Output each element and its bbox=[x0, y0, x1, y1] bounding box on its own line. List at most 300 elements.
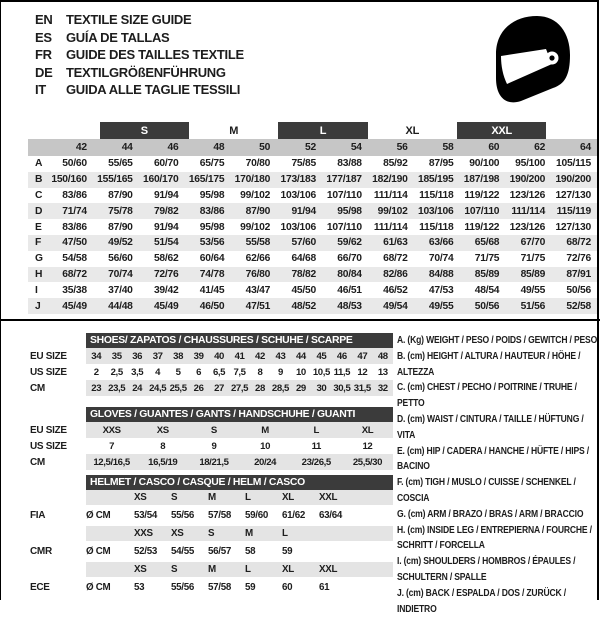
measure-cell: 170/180 bbox=[234, 174, 271, 186]
textile-row-F bbox=[28, 235, 598, 251]
measure-cell: 49/52 bbox=[108, 237, 133, 249]
measure-cell: 50/56 bbox=[566, 284, 591, 296]
value-cell: 57/58 bbox=[208, 510, 232, 521]
measurement-legend bbox=[397, 333, 598, 617]
textile-row-G bbox=[28, 251, 598, 267]
value-cell: 60 bbox=[282, 582, 293, 593]
measure-cell: 119/122 bbox=[464, 221, 500, 233]
value-cell: 37 bbox=[152, 350, 163, 362]
value-cell: 54/55 bbox=[171, 546, 195, 557]
size-cell: S bbox=[171, 492, 178, 503]
measure-cell: 127/130 bbox=[555, 221, 591, 233]
measure-cell: 72/76 bbox=[153, 268, 179, 280]
size-cell: L bbox=[245, 564, 251, 575]
size-cell: S bbox=[171, 564, 178, 575]
size-cell: L bbox=[245, 492, 251, 503]
row-letter: J bbox=[35, 300, 41, 312]
value-cell: 38 bbox=[173, 350, 184, 362]
measure-cell: 50/60 bbox=[62, 158, 87, 170]
value-cell: 28,5 bbox=[271, 382, 289, 394]
helmet-sizes-row bbox=[30, 526, 393, 541]
value-cell: 6,5 bbox=[212, 366, 226, 378]
size-number-cell: 64 bbox=[579, 142, 591, 153]
measure-cell: 111/114 bbox=[511, 205, 546, 217]
measure-cell: 160/170 bbox=[143, 174, 179, 186]
size-number-cell: 56 bbox=[396, 142, 408, 153]
measure-cell: 90/100 bbox=[469, 158, 500, 170]
value-cell: 36 bbox=[132, 350, 143, 362]
value-cell: 20/24 bbox=[254, 456, 277, 468]
gloves-row bbox=[30, 454, 393, 470]
textile-size-table bbox=[28, 122, 598, 314]
measure-cell: 95/98 bbox=[199, 189, 225, 201]
textile-row-J bbox=[28, 298, 598, 314]
textile-row-I bbox=[28, 282, 598, 298]
measure-cell: 46/52 bbox=[383, 284, 408, 296]
size-cells bbox=[86, 490, 393, 505]
value-cells bbox=[86, 380, 393, 396]
value-cell: 23,5 bbox=[108, 382, 126, 394]
value-cell: 12,5/16,5 bbox=[93, 456, 130, 468]
measure-cell: 85/89 bbox=[474, 268, 500, 280]
value-cell: 5 bbox=[175, 366, 181, 378]
value-cell: XXS bbox=[102, 424, 121, 436]
measure-cell: 70/80 bbox=[245, 158, 271, 170]
measure-cell: 127/130 bbox=[555, 189, 591, 201]
measure-cell: 70/74 bbox=[428, 253, 454, 265]
language-row bbox=[35, 64, 244, 82]
row-letter: C bbox=[35, 189, 43, 201]
measure-cell: 49/54 bbox=[383, 300, 408, 312]
measure-cell: 57/60 bbox=[291, 237, 316, 249]
size-cells bbox=[86, 562, 393, 577]
value-cell: XL bbox=[361, 424, 374, 436]
measure-cell: 75/78 bbox=[108, 205, 133, 217]
value-cell: 41 bbox=[234, 350, 245, 362]
size-number-cell: 62 bbox=[534, 142, 546, 153]
section-divider bbox=[0, 319, 600, 321]
value-cell: 12 bbox=[357, 366, 368, 378]
unit-cell: Ø CM bbox=[86, 582, 111, 593]
helmet-sizes-row bbox=[30, 562, 393, 577]
measure-cell: 103/106 bbox=[280, 221, 316, 233]
measure-cell: 95/100 bbox=[515, 158, 546, 170]
value-cell: 10,5 bbox=[312, 366, 330, 378]
measure-cell: 60/70 bbox=[153, 158, 179, 170]
measure-cell: 54/58 bbox=[62, 253, 87, 265]
row-label: CM bbox=[30, 382, 45, 394]
helmet-title: HELMET / CASCO / CASQUE / HELM / CASCO bbox=[86, 475, 393, 490]
value-cells bbox=[86, 505, 393, 526]
textile-row-B bbox=[28, 172, 598, 188]
measure-cell: 182/190 bbox=[372, 174, 408, 186]
value-cell: 18/21,5 bbox=[199, 456, 229, 468]
measure-cell: 63/66 bbox=[428, 237, 454, 249]
row-letter: B bbox=[35, 174, 43, 186]
standard-label: FIA bbox=[30, 510, 46, 521]
measure-cell: 177/187 bbox=[326, 174, 362, 186]
measure-cell: 105/115 bbox=[556, 158, 591, 170]
measure-cell: 103/106 bbox=[417, 205, 454, 217]
value-cell: 6 bbox=[196, 366, 202, 378]
textile-row-H bbox=[28, 267, 598, 283]
measure-cell: 71/75 bbox=[474, 253, 500, 265]
helmet-value-row bbox=[30, 541, 393, 562]
measure-cell: 45/50 bbox=[291, 284, 316, 296]
value-cell: 48 bbox=[377, 350, 388, 362]
language-row bbox=[35, 29, 244, 47]
measure-cell: 53/56 bbox=[199, 237, 225, 249]
measure-cell: 65/68 bbox=[474, 237, 500, 249]
row-label: CM bbox=[30, 456, 45, 468]
value-cell: 59/60 bbox=[245, 510, 269, 521]
row-label: EU SIZE bbox=[30, 424, 67, 436]
measure-cell: 85/89 bbox=[520, 268, 546, 280]
measure-cell: 87/95 bbox=[428, 158, 454, 170]
measure-cell: 55/65 bbox=[108, 158, 133, 170]
measure-cell: 35/38 bbox=[62, 284, 87, 296]
measure-cell: 82/86 bbox=[383, 268, 408, 280]
value-cells bbox=[86, 422, 393, 438]
shoes-rows bbox=[30, 348, 393, 396]
measure-cell: 91/94 bbox=[291, 205, 316, 217]
helmet-rows bbox=[30, 490, 393, 598]
row-letter: I bbox=[35, 284, 38, 296]
shoes-row bbox=[30, 364, 393, 380]
unit-cell: Ø CM bbox=[86, 510, 111, 521]
measure-cell: 107/110 bbox=[464, 205, 500, 217]
measure-cell: 61/63 bbox=[383, 237, 408, 249]
standard-label: CMR bbox=[30, 546, 52, 557]
measure-cell: 115/118 bbox=[419, 189, 454, 201]
value-cells bbox=[86, 348, 393, 364]
row-letter: A bbox=[35, 158, 43, 170]
row-letter: D bbox=[35, 205, 43, 217]
language-code: EN bbox=[35, 12, 53, 27]
measure-cell: 173/183 bbox=[280, 174, 316, 186]
measure-cell: 99/102 bbox=[240, 221, 271, 233]
size-group-label: XL bbox=[405, 124, 420, 137]
value-cell: 25,5/30 bbox=[352, 456, 383, 468]
measure-cell: 72/76 bbox=[566, 253, 591, 265]
size-number-cell: 54 bbox=[350, 142, 362, 153]
row-label: EU SIZE bbox=[30, 350, 67, 362]
measure-cell: 99/102 bbox=[377, 205, 408, 217]
measure-cell: 49/55 bbox=[428, 300, 454, 312]
measure-cell: 87/90 bbox=[108, 221, 133, 233]
measure-cell: 71/74 bbox=[62, 205, 87, 217]
measure-cell: 155/165 bbox=[97, 174, 133, 186]
measure-cell: 66/70 bbox=[337, 253, 362, 265]
row-letter: H bbox=[35, 268, 43, 280]
size-group-label: L bbox=[278, 122, 367, 139]
value-cell: 52/53 bbox=[134, 546, 158, 557]
size-cell: XS bbox=[134, 564, 147, 575]
measure-cell: 87/90 bbox=[108, 189, 133, 201]
measure-cell: 107/110 bbox=[326, 221, 362, 233]
measure-cell: 187/198 bbox=[463, 174, 500, 186]
value-cell: 30,5 bbox=[333, 382, 351, 394]
measure-cell: 37/40 bbox=[108, 284, 133, 296]
measure-cell: 68/72 bbox=[383, 253, 408, 265]
legend-item: D. (cm) WAIST / CINTURA / TAILLE / HÜFTUNG / VITA bbox=[397, 413, 584, 441]
gloves-row bbox=[30, 422, 393, 438]
language-row bbox=[35, 46, 244, 64]
measure-cell: 190/200 bbox=[509, 174, 546, 186]
row-letter: E bbox=[35, 221, 42, 233]
shoes-row bbox=[30, 348, 393, 364]
measure-cell: 48/52 bbox=[291, 300, 316, 312]
helmet-header-row bbox=[30, 474, 393, 490]
value-cells bbox=[86, 577, 393, 598]
size-cell: L bbox=[282, 528, 288, 539]
value-cell: 42 bbox=[255, 350, 265, 362]
measure-cell: 111/114 bbox=[373, 189, 408, 201]
measure-cell: 80/84 bbox=[337, 268, 362, 280]
value-cell: 27,5 bbox=[230, 382, 249, 394]
measure-cell: 83/86 bbox=[62, 221, 87, 233]
measure-cell: 47/50 bbox=[62, 237, 87, 249]
measure-cell: 67/70 bbox=[520, 237, 546, 249]
measure-cell: 87/91 bbox=[566, 268, 591, 280]
value-cell: 23/26,5 bbox=[301, 456, 331, 468]
value-cell: 26 bbox=[193, 382, 204, 394]
measure-cell: 62/66 bbox=[245, 253, 271, 265]
measure-cell: 52/58 bbox=[566, 300, 591, 312]
measure-cell: 99/102 bbox=[240, 189, 271, 201]
value-cells bbox=[86, 364, 393, 380]
size-cell: XXS bbox=[134, 528, 153, 539]
value-cell: 7,5 bbox=[233, 366, 246, 378]
legend-item: H. (cm) INSIDE LEG / ENTREPIERNA / FOURCHE / SCHRITT / FORCELLA bbox=[397, 524, 592, 552]
value-cell: 30 bbox=[316, 382, 327, 394]
measure-cell: 43/47 bbox=[245, 284, 271, 296]
textile-row-A bbox=[28, 156, 598, 172]
value-cells bbox=[86, 438, 393, 454]
language-title: TEXTILGRÖßENFÜHRUNG bbox=[66, 64, 226, 80]
value-cell: 58 bbox=[245, 546, 256, 557]
value-cells bbox=[86, 541, 393, 562]
value-cell: 24 bbox=[132, 382, 143, 394]
textile-group-row bbox=[28, 122, 598, 139]
measure-cell: 58/62 bbox=[153, 253, 179, 265]
value-cell: 47 bbox=[357, 350, 368, 362]
measure-cell: 59/62 bbox=[337, 237, 362, 249]
value-cell: 4 bbox=[155, 366, 161, 378]
language-row bbox=[35, 11, 244, 29]
value-cell: 12 bbox=[362, 440, 373, 452]
value-cell: 59 bbox=[282, 546, 293, 557]
size-cell: XXL bbox=[319, 492, 338, 503]
measure-cell: 107/110 bbox=[326, 189, 362, 201]
measure-cell: 190/200 bbox=[555, 174, 591, 186]
size-number-cell: 50 bbox=[259, 142, 271, 153]
size-cell: XS bbox=[171, 528, 184, 539]
measure-cell: 55/58 bbox=[245, 237, 271, 249]
language-title: TEXTILE SIZE GUIDE bbox=[66, 12, 192, 27]
value-cell: 46 bbox=[336, 350, 347, 362]
measure-cell: 123/126 bbox=[509, 189, 546, 201]
value-cell: 23 bbox=[91, 382, 102, 394]
value-cell: 2,5 bbox=[110, 366, 123, 378]
measure-cell: 83/88 bbox=[337, 158, 362, 170]
legend-item: B. (cm) HEIGHT / ALTURA / HAUTEUR / HÖHE / ALTEZZA bbox=[397, 350, 581, 378]
measure-cell: 75/85 bbox=[291, 158, 316, 170]
size-cell: M bbox=[208, 564, 216, 575]
size-number-cell: 60 bbox=[488, 142, 500, 153]
measure-cell: 85/92 bbox=[383, 158, 408, 170]
size-cells bbox=[86, 526, 393, 541]
value-cell: 55/56 bbox=[171, 582, 195, 593]
value-cell: 43 bbox=[275, 350, 286, 362]
language-list bbox=[35, 11, 244, 99]
value-cell: 63/64 bbox=[319, 510, 343, 521]
measure-cell: 51/56 bbox=[520, 300, 546, 312]
value-cell: 8 bbox=[257, 366, 263, 378]
measure-cell: 70/74 bbox=[108, 268, 133, 280]
measure-cell: 91/94 bbox=[153, 189, 179, 201]
measure-cell: 119/122 bbox=[464, 189, 500, 201]
measure-cell: 123/126 bbox=[509, 221, 546, 233]
shoes-row bbox=[30, 380, 393, 396]
size-number-cell: 52 bbox=[305, 142, 316, 153]
value-cell: 56/57 bbox=[208, 546, 232, 557]
language-title: GUIDE DES TAILLES TEXTILE bbox=[66, 47, 244, 62]
measure-cell: 165/175 bbox=[188, 174, 225, 186]
measure-cell: 111/114 bbox=[373, 221, 408, 233]
value-cell: 45 bbox=[316, 350, 327, 362]
size-group-label: XXL bbox=[457, 122, 546, 139]
measure-cell: 44/48 bbox=[108, 300, 133, 312]
value-cell: 10 bbox=[260, 440, 271, 452]
measure-cell: 41/45 bbox=[199, 284, 225, 296]
value-cell: L bbox=[313, 424, 319, 436]
measure-cell: 47/53 bbox=[428, 284, 454, 296]
value-cell: 55/56 bbox=[171, 510, 195, 521]
size-number-cell: 46 bbox=[167, 142, 179, 153]
value-cell: 25,5 bbox=[169, 382, 187, 394]
value-cell: S bbox=[210, 424, 217, 436]
value-cell: 61/62 bbox=[282, 510, 306, 521]
row-letter: F bbox=[35, 237, 42, 249]
measure-cell: 45/49 bbox=[153, 300, 179, 312]
measure-cell: 87/90 bbox=[245, 205, 271, 217]
size-cell: XL bbox=[282, 492, 294, 503]
value-cell: 57/58 bbox=[208, 582, 232, 593]
value-cell: 7 bbox=[109, 440, 115, 452]
value-cell: 8 bbox=[160, 440, 166, 452]
value-cell: 59 bbox=[245, 582, 256, 593]
helmet-sizes-row bbox=[30, 490, 393, 505]
measure-cell: 60/64 bbox=[199, 253, 225, 265]
size-cell: M bbox=[245, 528, 253, 539]
size-number-cell: 48 bbox=[213, 142, 225, 153]
unit-cell: Ø CM bbox=[86, 546, 111, 557]
measure-cell: 48/53 bbox=[337, 300, 362, 312]
row-label: US SIZE bbox=[30, 440, 67, 452]
language-code: IT bbox=[35, 82, 46, 97]
value-cell: M bbox=[261, 424, 269, 436]
value-cell: XS bbox=[156, 424, 169, 436]
value-cell: 11,5 bbox=[333, 366, 351, 378]
language-title: GUÍA DE TALLAS bbox=[66, 29, 170, 45]
measure-cell: 115/118 bbox=[419, 221, 454, 233]
measure-cell: 150/160 bbox=[51, 174, 87, 186]
textile-row-D bbox=[28, 203, 598, 219]
shoes-title: SHOES/ ZAPATOS / CHAUSSURES / SCHUHE / SCARPE bbox=[86, 333, 393, 348]
measure-cell: 48/54 bbox=[474, 284, 500, 296]
value-cell: 39 bbox=[193, 350, 204, 362]
row-label: US SIZE bbox=[30, 366, 67, 378]
helmet-value-row bbox=[30, 577, 393, 598]
measure-cell: 46/51 bbox=[337, 284, 362, 296]
measure-cell: 78/82 bbox=[291, 268, 316, 280]
legend-item: J. (cm) BACK / ESPALDA / DOS / ZURÜCK / INDIETRO bbox=[397, 587, 566, 615]
value-cell: 28 bbox=[255, 382, 265, 394]
legend-item: I. (cm) SHOULDERS / HOMBROS / ÉPAULES / SCHULTERN / SPALLE bbox=[397, 556, 576, 583]
measure-cell: 64/68 bbox=[291, 253, 316, 265]
measure-cell: 49/55 bbox=[520, 284, 546, 296]
measure-cell: 103/106 bbox=[280, 189, 316, 201]
textile-row-C bbox=[28, 188, 598, 204]
racing-helmet-icon bbox=[491, 12, 573, 112]
legend-item: G. (cm) ARM / BRAZO / BRAS / ARM / BRACCIO bbox=[397, 508, 584, 520]
language-title: GUIDA ALLE TAGLIE TESSILI bbox=[66, 82, 241, 97]
value-cell: 24,5 bbox=[149, 382, 167, 394]
measure-cell: 46/50 bbox=[199, 300, 225, 312]
value-cell: 3,5 bbox=[131, 366, 144, 378]
size-number-cell: 44 bbox=[121, 142, 133, 153]
measure-cell: 95/98 bbox=[337, 205, 362, 217]
measure-cell: 91/94 bbox=[153, 221, 179, 233]
value-cell: 32 bbox=[377, 382, 388, 394]
value-cell: 53/54 bbox=[134, 510, 158, 521]
measure-cell: 45/49 bbox=[62, 300, 87, 312]
row-letter: G bbox=[35, 253, 43, 265]
measure-cell: 51/54 bbox=[153, 237, 179, 249]
value-cells bbox=[86, 454, 393, 470]
gloves-row bbox=[30, 438, 393, 454]
measure-cell: 185/195 bbox=[417, 174, 454, 186]
measure-cell: 115/119 bbox=[556, 205, 591, 217]
measure-cell: 65/75 bbox=[199, 158, 225, 170]
size-group-label: M bbox=[229, 124, 239, 137]
measure-cell: 50/56 bbox=[474, 300, 500, 312]
language-code: ES bbox=[35, 29, 52, 45]
value-cell: 16,5/19 bbox=[148, 456, 178, 468]
value-cell: 11 bbox=[311, 440, 321, 452]
measure-cell: 56/60 bbox=[108, 253, 133, 265]
value-cell: 27 bbox=[214, 382, 224, 394]
value-cell: 31,5 bbox=[353, 382, 371, 394]
value-cell: 9 bbox=[277, 366, 283, 378]
measure-cell: 71/75 bbox=[520, 253, 546, 265]
value-cell: 61 bbox=[319, 582, 330, 593]
language-code: FR bbox=[35, 47, 52, 62]
gloves-rows bbox=[30, 422, 393, 470]
shoes-table bbox=[30, 332, 393, 396]
legend-item: C. (cm) CHEST / PECHO / POITRINE / TRUHE / PETTO bbox=[397, 382, 577, 410]
size-cell: M bbox=[208, 492, 216, 503]
language-row bbox=[35, 81, 244, 99]
gloves-title: GLOVES / GUANTES / GANTS / HANDSCHUHE / GUANTI bbox=[86, 407, 393, 422]
size-group-label: S bbox=[100, 122, 189, 139]
size-cell: XXL bbox=[319, 564, 338, 575]
value-cell: 44 bbox=[295, 350, 306, 362]
measure-cell: 74/78 bbox=[199, 268, 225, 280]
helmet-value-row bbox=[30, 505, 393, 526]
standard-label: ECE bbox=[30, 582, 50, 593]
